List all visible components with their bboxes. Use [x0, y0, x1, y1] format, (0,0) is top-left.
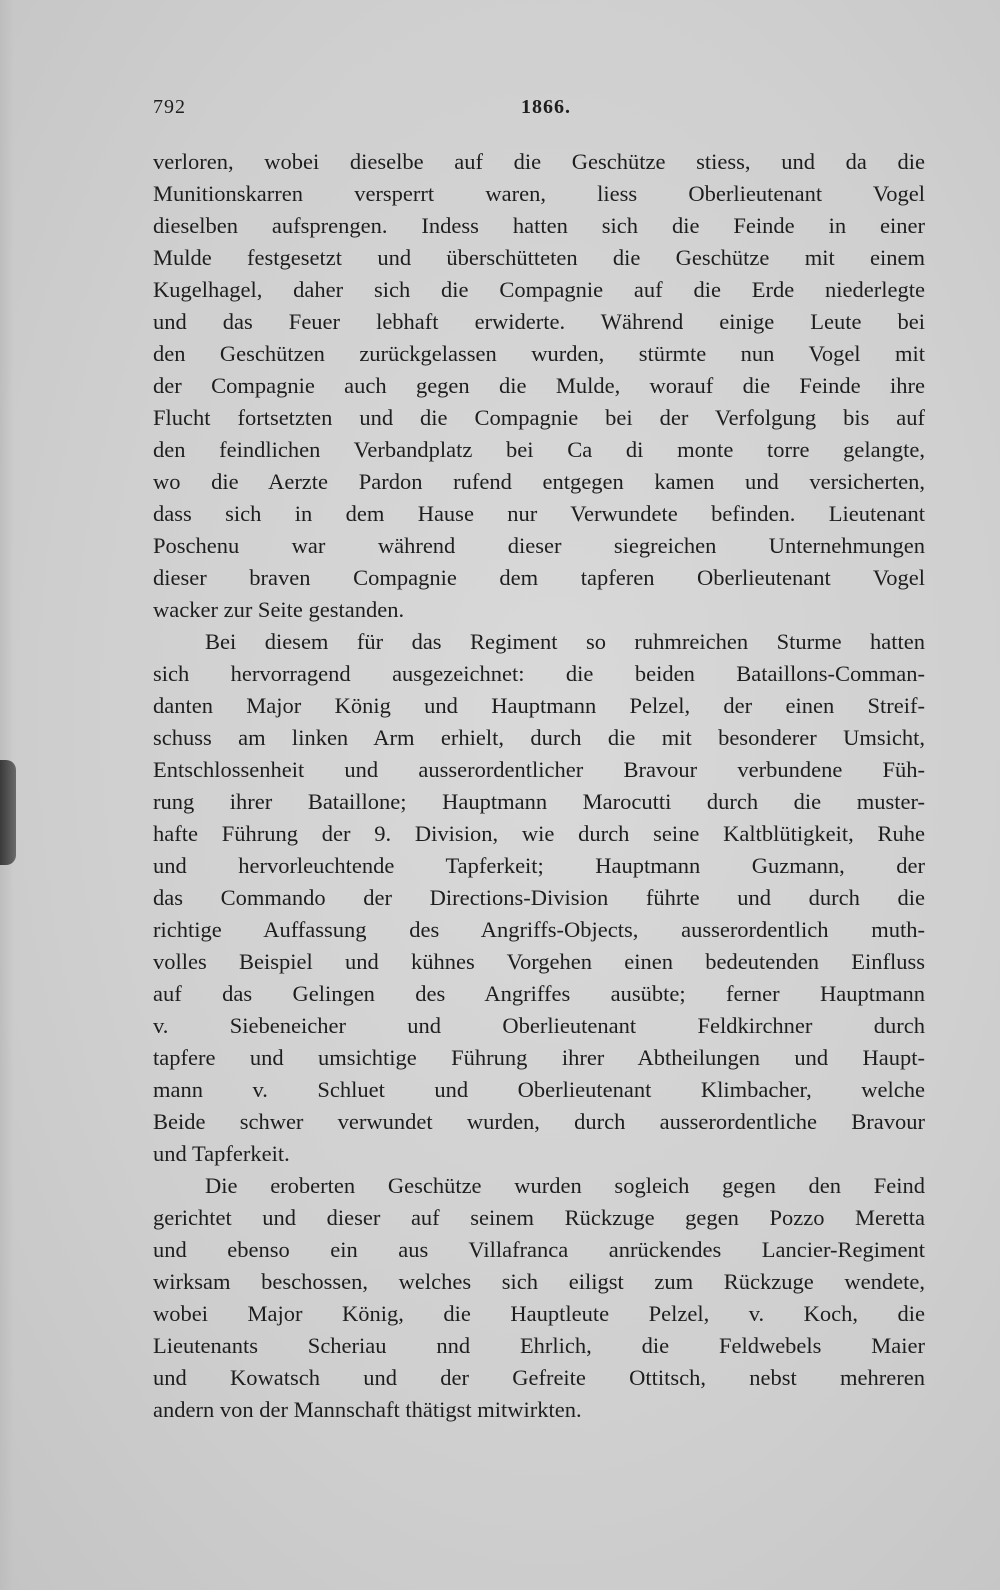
- text-line: volles Beispiel und kühnes Vorgehen einen bedeutenden Einfluss: [153, 949, 925, 974]
- text-line: andern von der Mannschaft thätigst mitwirkten.: [153, 1397, 582, 1422]
- text-line: rung ihrer Bataillone; Hauptmann Marocutti durch die muster-: [153, 789, 925, 814]
- text-line: Beide schwer verwundet wurden, durch ausserordentliche Bravour: [153, 1109, 925, 1134]
- text-line: und hervorleuchtende Tapferkeit; Hauptmann Guzmann, der: [153, 853, 925, 878]
- text-line: und Kowatsch und der Gefreite Ottitsch, nebst mehreren: [153, 1365, 925, 1390]
- text-line: das Commando der Directions-Division führte und durch die: [153, 885, 925, 910]
- text-line: Lieutenants Scheriau nnd Ehrlich, die Feldwebels Maier: [153, 1333, 925, 1358]
- text-line: und Tapferkeit.: [153, 1141, 290, 1166]
- text-line: wirksam beschossen, welches sich eiligst zum Rückzuge wendete,: [153, 1269, 925, 1294]
- text-line: wacker zur Seite gestanden.: [153, 597, 405, 622]
- text-line: dieser braven Compagnie dem tapferen Oberlieutenant Vogel: [153, 565, 925, 590]
- text-line: danten Major König und Hauptmann Pelzel, der einen Streif-: [153, 693, 925, 718]
- text-line: hafte Führung der 9. Division, wie durch seine Kaltblütigkeit, Ruhe: [153, 821, 925, 846]
- text-line: dass sich in dem Hause nur Verwundete befinden. Lieutenant: [153, 501, 925, 526]
- text-line: verloren, wobei dieselbe auf die Geschütze stiess, und da die: [153, 149, 925, 174]
- text-line: wobei Major König, die Hauptleute Pelzel, v. Koch, die: [153, 1301, 925, 1326]
- text-line: Flucht fortsetzten und die Compagnie bei der Verfolgung bis auf: [153, 405, 925, 430]
- text-line: dieselben aufsprengen. Indess hatten sich die Feinde in einer: [153, 213, 925, 238]
- page-number: 792: [153, 96, 186, 118]
- text-line: schuss am linken Arm erhielt, durch die mit besonderer Umsicht,: [153, 725, 925, 750]
- text-line: tapfere und umsichtige Führung ihrer Abtheilungen und Haupt-: [153, 1045, 925, 1070]
- text-line: den Geschützen zurückgelassen wurden, stürmte nun Vogel mit: [153, 341, 925, 366]
- text-line: Poschenu war während dieser siegreichen Unternehmungen: [153, 533, 925, 558]
- text-line: auf das Gelingen des Angriffes ausübte; ferner Hauptmann: [153, 981, 925, 1006]
- text-line: und das Feuer lebhaft erwiderte. Während einige Leute bei: [153, 309, 925, 334]
- text-line: wo die Aerzte Pardon rufend entgegen kamen und versicherten,: [153, 469, 925, 494]
- text-line: Die eroberten Geschütze wurden sogleich gegen den Feind: [205, 1173, 925, 1198]
- text-line: den feindlichen Verbandplatz bei Ca di monte torre gelangte,: [153, 437, 925, 462]
- text-line: v. Siebeneicher und Oberlieutenant Feldkirchner durch: [153, 1013, 925, 1038]
- text-line: Munitionskarren versperrt waren, liess Oberlieutenant Vogel: [153, 181, 925, 206]
- text-line: sich hervorragend ausgezeichnet: die beiden Bataillons-Comman-: [153, 661, 925, 686]
- text-line: Bei diesem für das Regiment so ruhmreichen Sturme hatten: [205, 629, 925, 654]
- body-text: [153, 146, 925, 1426]
- text-line: gerichtet und dieser auf seinem Rückzuge gegen Pozzo Meretta: [153, 1205, 925, 1230]
- text-line: Kugelhagel, daher sich die Compagnie auf die Erde niederlegte: [153, 277, 925, 302]
- binding-mark: [0, 760, 16, 865]
- text-line: der Compagnie auch gegen die Mulde, worauf die Feinde ihre: [153, 373, 925, 398]
- text-line: richtige Auffassung des Angriffs-Objects, ausserordentlich muth-: [153, 917, 925, 942]
- text-line: Mulde festgesetzt und überschütteten die Geschütze mit einem: [153, 245, 925, 270]
- text-line: und ebenso ein aus Villafranca anrückendes Lancier-Regiment: [153, 1237, 925, 1262]
- running-head-year: 1866.: [521, 96, 571, 118]
- text-line: Entschlossenheit und ausserordentlicher Bravour verbundene Füh-: [153, 757, 925, 782]
- text-line: mann v. Schluet und Oberlieutenant Klimbacher, welche: [153, 1077, 925, 1102]
- page-header: [153, 96, 923, 120]
